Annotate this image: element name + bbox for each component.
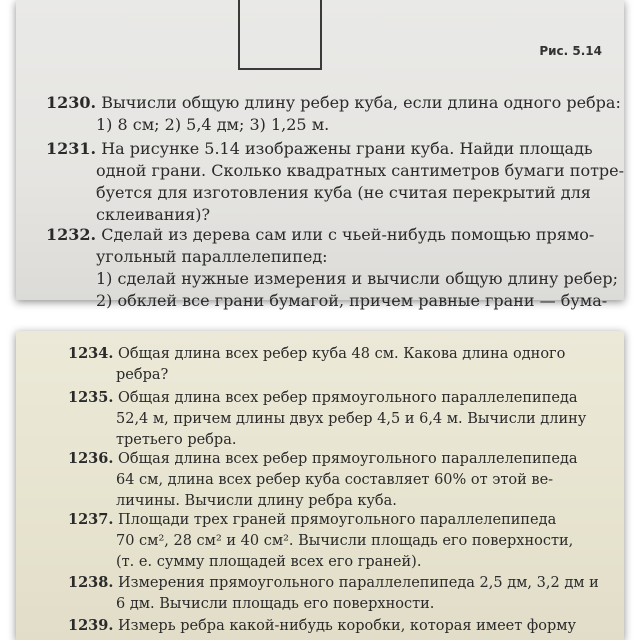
problem-1231: [46, 138, 624, 226]
problem-number: 1232.: [46, 225, 97, 244]
problem-line: ребра?: [116, 367, 169, 383]
problem-1232: [46, 224, 618, 312]
top-page-photo: [16, 0, 625, 310]
problem-line: угольный параллелепипед:: [96, 247, 328, 266]
problem-1239: [68, 615, 576, 637]
problem-line: личины. Вычисли длину ребра куба.: [116, 493, 397, 509]
problem-number: 1236.: [68, 450, 114, 467]
problem-1234: [68, 343, 565, 386]
figure-caption: Рис. 5.14: [539, 44, 602, 58]
problem-number: 1238.: [68, 574, 114, 591]
problem-line: 2) обклей все грани бумагой, причем равные грани — бума-: [96, 291, 608, 310]
problem-line: 70 см², 28 см² и 40 см². Вычисли площадь его поверхности,: [116, 533, 574, 549]
problem-line: 6 дм. Вычисли площадь его поверхности.: [116, 596, 435, 612]
problem-1230: [46, 92, 621, 136]
problem-1238: [68, 572, 599, 615]
problem-number: 1239.: [68, 617, 114, 634]
problem-line: буется для изготовления куба (не считая перекрытий для: [96, 183, 591, 202]
problem-1235: [68, 387, 586, 451]
problem-line: Площади трех граней прямоугольного параллелепипеда: [118, 512, 557, 528]
problem-1237: [68, 509, 573, 573]
problem-line: 64 см, длина всех ребер куба составляет 60% от этой ве-: [116, 472, 554, 488]
problem-number: 1235.: [68, 389, 114, 406]
problem-line: Общая длина всех ребер прямоугольного параллелепипеда: [118, 451, 578, 467]
problem-line: 1) сделай нужные измерения и вычисли общую длину ребер;: [96, 269, 618, 288]
problem-number: 1231.: [46, 139, 97, 158]
problem-line: 52,4 м, причем длины двух ребер 4,5 и 6,4 м. Вычисли длину: [116, 411, 587, 427]
problem-line: склеивания)?: [96, 205, 211, 224]
problem-line: Измерения прямоугольного параллелепипеда 2,5 дм, 3,2 дм и: [118, 575, 599, 591]
problem-line: Общая длина всех ребер куба 48 см. Какова длина одного: [118, 346, 566, 362]
problem-line: Вычисли общую длину ребер куба, если длина одного ребра:: [101, 93, 621, 112]
problem-line: На рисунке 5.14 изображены грани куба. Найди площадь: [101, 139, 593, 158]
cube-net-figure: [238, 0, 322, 70]
problem-line: Общая длина всех ребер прямоугольного параллелепипеда: [118, 390, 578, 406]
problem-line: Измерь ребра какой-нибудь коробки, которая имеет форму: [118, 618, 577, 634]
problem-line: 1) 8 см; 2) 5,4 дм; 3) 1,25 м.: [96, 115, 330, 134]
problem-line: третьего ребра.: [116, 432, 237, 448]
problem-number: 1237.: [68, 511, 114, 528]
problem-line: одной грани. Сколько квадратных сантиметров бумаги потре-: [96, 161, 625, 180]
problem-line: (т. е. сумму площадей всех его граней).: [116, 554, 422, 570]
problem-number: 1230.: [46, 93, 97, 112]
problem-number: 1234.: [68, 345, 114, 362]
bottom-page-photo: [16, 331, 624, 640]
problem-1236: [68, 448, 578, 512]
problem-line: Сделай из дерева сам или с чьей-нибудь помощью прямо-: [101, 225, 595, 244]
